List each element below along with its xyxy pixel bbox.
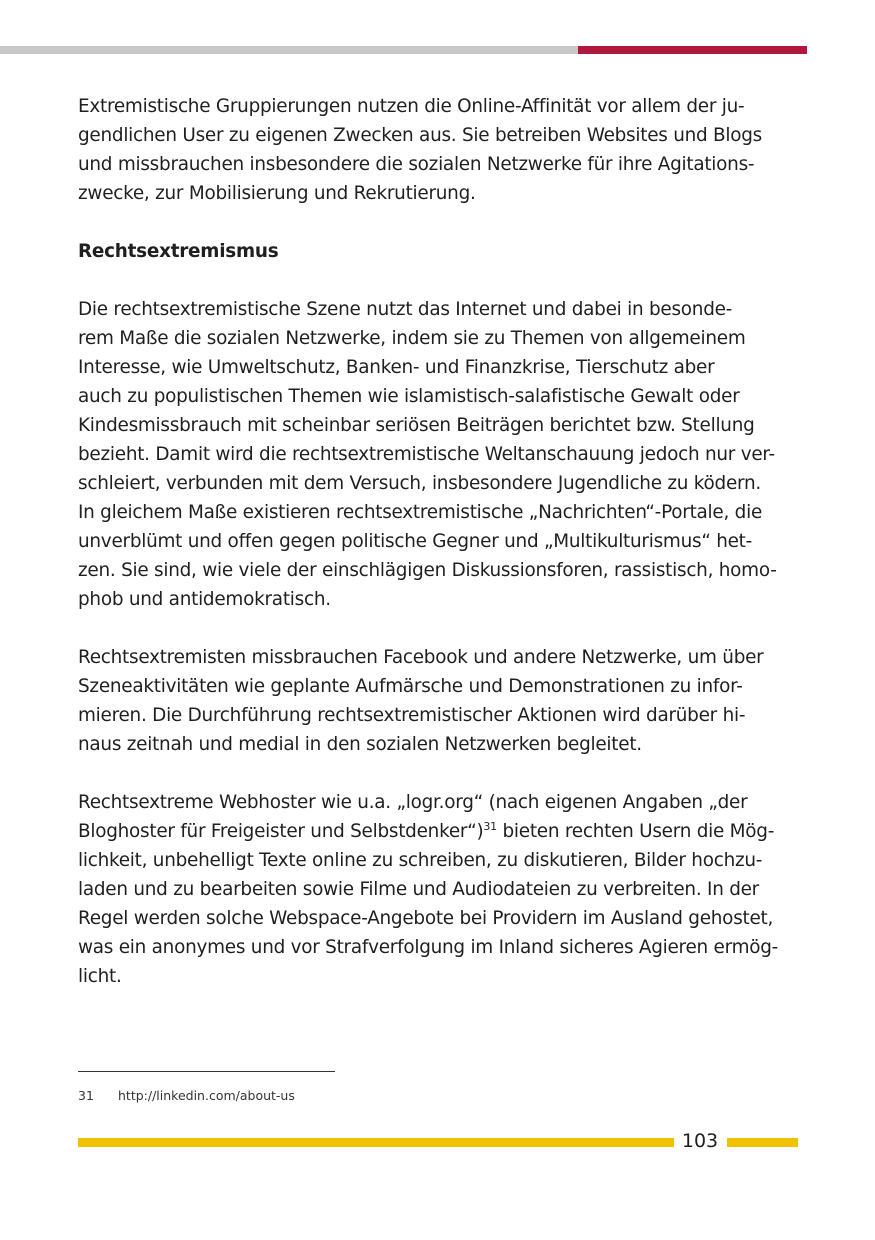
text-line: gendlichen User zu eigenen Zwecken aus. Sie betreiben Websites und Blogs <box>78 125 763 146</box>
text-line: Rechtsextreme Webhoster wie u.a. „logr.org“ (nach eigenen Angaben „der <box>78 792 748 813</box>
text-line: mieren. Die Durchführung rechtsextremistischer Aktionen wird darüber hi- <box>78 705 746 726</box>
text-segment: Bloghoster für Freigeister und Selbstdenker“) <box>78 821 484 842</box>
text-line: bezieht. Damit wird die rechtsextremistische Weltanschauung jedoch nur ver- <box>78 444 775 465</box>
text-line: auch zu populistischen Themen wie islamistisch-salafistische Gewalt oder <box>78 386 740 407</box>
text-line-with-footnote <box>78 817 800 846</box>
text-line: und missbrauchen insbesondere die sozialen Netzwerke für ihre Agitations- <box>78 154 755 175</box>
text-line: In gleichem Maße existieren rechtsextremistische „Nachrichten“-Portale, die <box>78 502 763 523</box>
text-segment: bieten rechten Usern die Mög- <box>496 821 775 842</box>
page-number: 103 <box>681 1130 719 1152</box>
text-line: Die rechtsextremistische Szene nutzt das Internet und dabei in besonde- <box>78 299 733 320</box>
text-line: licht. <box>78 966 122 987</box>
text-line: laden und zu bearbeiten sowie Filme und Audiodateien zu verbreiten. In der <box>78 879 759 900</box>
text-line: zwecke, zur Mobilisierung und Rekrutierung. <box>78 183 476 204</box>
footnote-divider <box>78 1071 335 1072</box>
text-line: phob und antidemokratisch. <box>78 589 331 610</box>
top-decorative-bar-red <box>578 46 807 54</box>
footnote <box>78 1088 295 1104</box>
text-line: Interesse, wie Umweltschutz, Banken- und Finanzkrise, Tierschutz aber <box>78 357 715 378</box>
paragraph-3 <box>78 788 800 991</box>
bottom-decorative-bar-right <box>727 1138 798 1147</box>
text-line: Rechtsextremisten missbrauchen Facebook und andere Netzwerke, um über <box>78 647 764 668</box>
bottom-decorative-bar-left <box>78 1138 674 1147</box>
intro-paragraph <box>78 92 800 208</box>
text-line: zen. Sie sind, wie viele der einschlägigen Diskussionsforen, rassistisch, homo- <box>78 560 777 581</box>
text-line: schleiert, verbunden mit dem Versuch, insbesondere Jugendliche zu ködern. <box>78 473 761 494</box>
footnote-link[interactable]: http://linkedin.com/about-us <box>118 1088 295 1103</box>
text-line: naus zeitnah und medial in den sozialen Netzwerken begleitet. <box>78 734 642 755</box>
footnote-reference[interactable]: 31 <box>483 819 497 833</box>
paragraph-2 <box>78 643 800 759</box>
main-text <box>78 92 800 1020</box>
text-line: Regel werden solche Webspace-Angebote bei Providern im Ausland gehostet, <box>78 908 774 929</box>
top-decorative-bar-gray <box>0 46 578 54</box>
footnote-number: 31 <box>78 1088 94 1103</box>
text-line: rem Maße die sozialen Netzwerke, indem sie zu Themen von allgemeinem <box>78 328 746 349</box>
text-line: was ein anonymes und vor Strafverfolgung im Inland sicheres Agieren ermög- <box>78 937 779 958</box>
text-line: Kindesmissbrauch mit scheinbar seriösen Beiträgen berichtet bzw. Stellung <box>78 415 755 436</box>
text-line: Szeneaktivitäten wie geplante Aufmärsche und Demonstrationen zu infor- <box>78 676 743 697</box>
text-line: Extremistische Gruppierungen nutzen die Online-Affinität vor allem der ju- <box>78 96 745 117</box>
text-line: lichkeit, unbehelligt Texte online zu schreiben, zu diskutieren, Bilder hochzu- <box>78 850 763 871</box>
paragraph-1 <box>78 295 800 614</box>
section-heading: Rechtsextremismus <box>78 241 279 262</box>
text-line: unverblümt und offen gegen politische Gegner und „Multikulturismus“ het- <box>78 531 753 552</box>
